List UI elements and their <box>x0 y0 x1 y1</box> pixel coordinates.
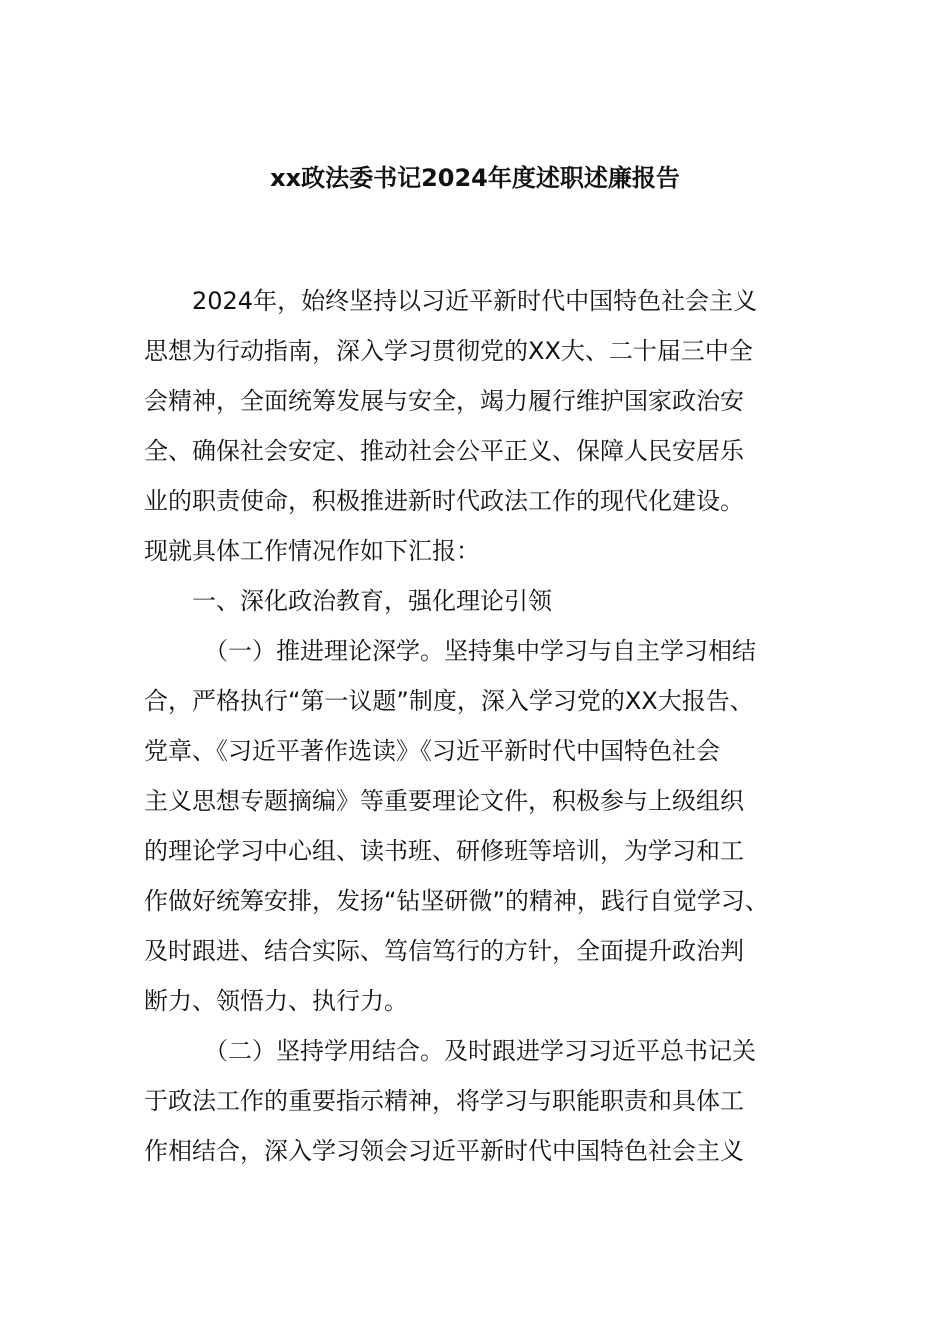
paragraph-line: 于政法工作的重要指示精神，将学习与职能职责和具体工 <box>144 1087 744 1115</box>
paragraph-line: 合，严格执行“第一议题”制度，深入学习党的XX大报告、 <box>144 687 754 715</box>
paragraph-line: 思想为行动指南，深入学习贯彻党的XX大、二十届三中全 <box>144 337 753 365</box>
paragraph-line: 现就具体工作情况作如下汇报： <box>144 537 480 565</box>
paragraph-line: 业的职责使命，积极推进新时代政法工作的现代化建设。 <box>144 487 744 515</box>
document-title: xx政法委书记2024年度述职述廉报告 <box>270 164 680 192</box>
paragraph-line: 党章、《习近平著作选读》《习近平新时代中国特色社会 <box>144 737 720 765</box>
paragraph-line: 全、确保社会安定、推动社会公平正义、保障人民安居乐 <box>144 437 744 465</box>
document-body <box>144 276 808 1176</box>
subsection-line: （一）推进理论深学。坚持集中学习与自主学习相结 <box>204 637 756 665</box>
paragraph-line: 及时跟进、结合实际、笃信笃行的方针，全面提升政治判 <box>144 937 744 965</box>
paragraph-line: 的理论学习中心组、读书班、研修班等培训，为学习和工 <box>144 837 744 865</box>
paragraph-line: 主义思想专题摘编》等重要理论文件，积极参与上级组织 <box>144 787 744 815</box>
paragraph-line: 2024年，始终坚持以习近平新时代中国特色社会主义 <box>192 287 758 315</box>
paragraph-line: 断力、领悟力、执行力。 <box>144 987 408 1015</box>
paragraph-line: 作做好统筹安排，发扬“钻坚研微”的精神，践行自觉学习、 <box>144 887 769 915</box>
section-heading: 一、深化政治教育，强化理论引领 <box>192 587 552 615</box>
paragraph-line: 会精神，全面统筹发展与安全，竭力履行维护国家政治安 <box>144 387 744 415</box>
subsection-line: （二）坚持学用结合。及时跟进学习习近平总书记关 <box>204 1037 756 1065</box>
paragraph-line: 作相结合，深入学习领会习近平新时代中国特色社会主义 <box>144 1137 744 1165</box>
